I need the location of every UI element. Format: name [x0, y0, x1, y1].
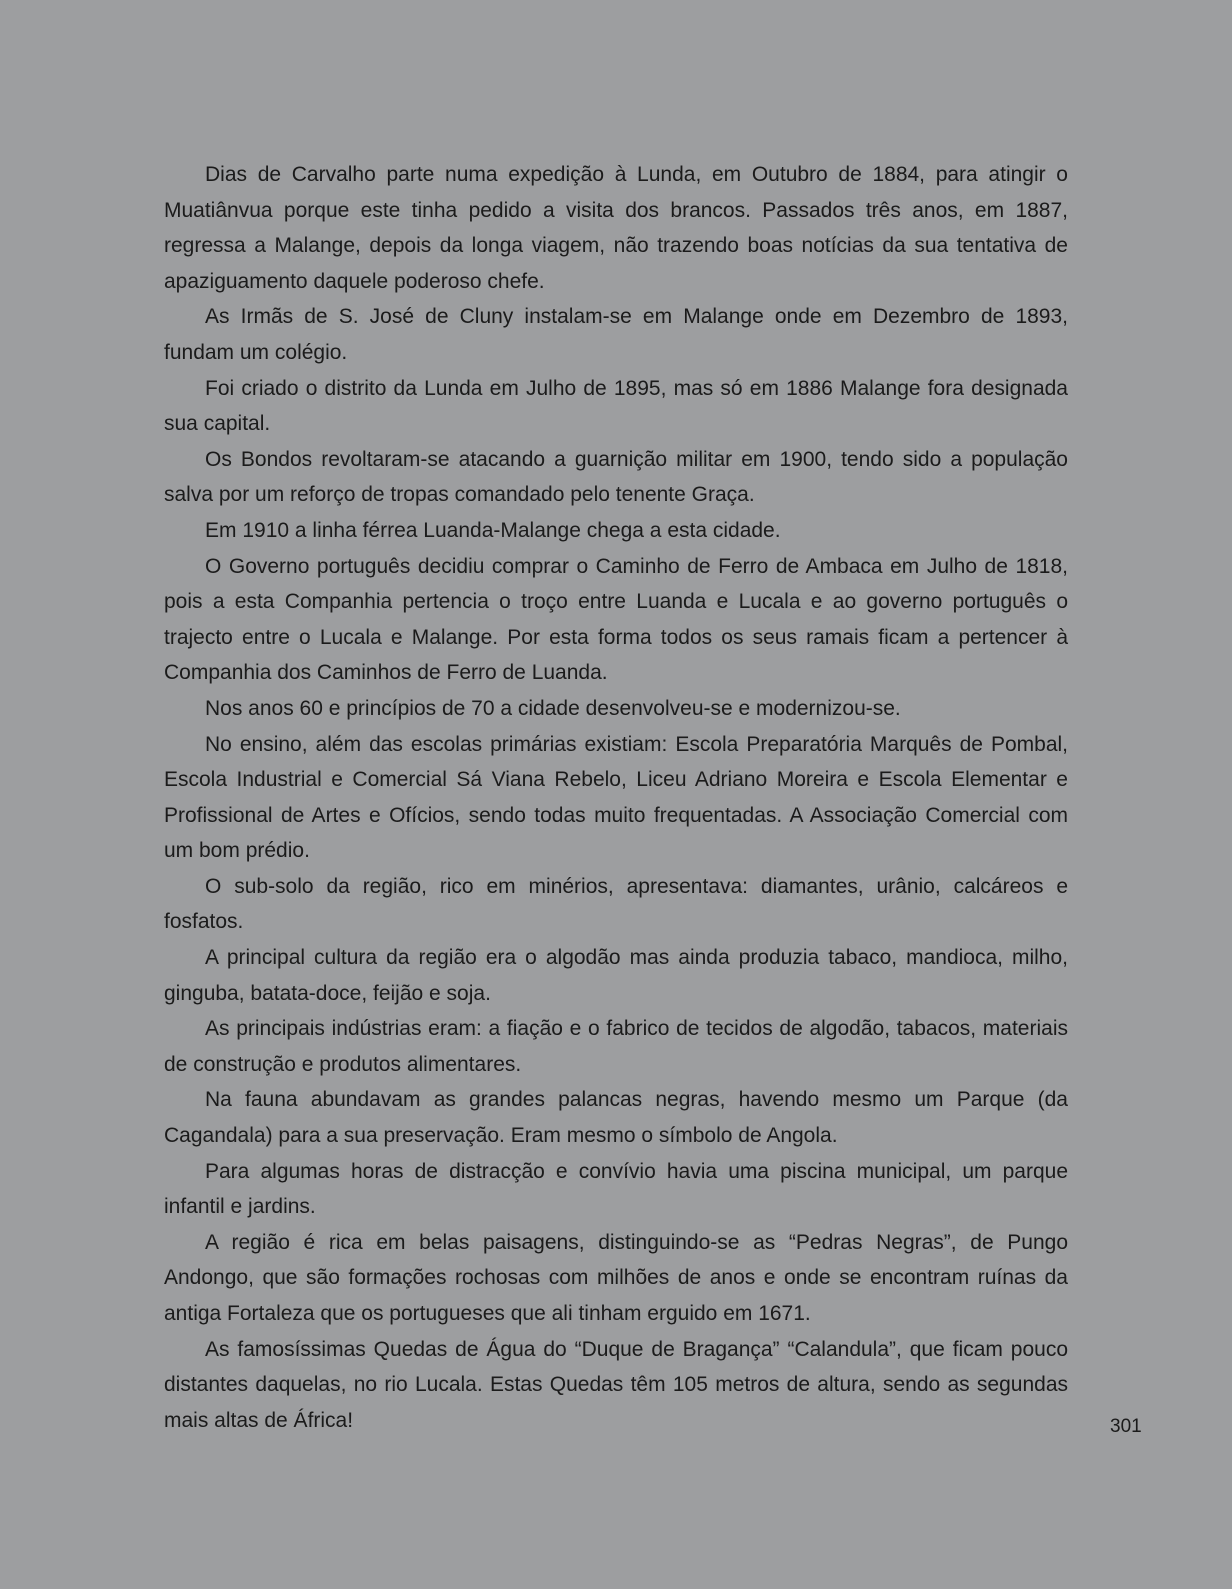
page-body [164, 157, 1068, 1438]
paragraph-expedition-lunda: Dias de Carvalho parte numa expedição à Lunda, em Outubro de 1884, para atingir o Muatiânvua porque este tinha pedido a visita dos brancos. Passados três anos, em 1887, regressa a Malange, depois da longa viagem, não trazendo boas notícias da sua tentativa de apaziguamento daquele poderoso chefe. [164, 163, 1068, 293]
paragraph-landscapes: A região é rica em belas paisagens, distinguindo-se as “Pedras Negras”, de Pungo Andongo, que são formações rochosas com milhões de anos e onde se encontram ruínas da antiga Fortaleza que os portugueses que ali tinham erguido em 1671. [164, 1230, 1068, 1325]
paragraph-irmas-cluny: As Irmãs de S. José de Cluny instalam-se em Malange onde em Dezembro de 1893, fundam um colégio. [164, 305, 1068, 364]
paragraph-education: No ensino, além das escolas primárias existiam: Escola Preparatória Marquês de Pombal, Escola Industrial e Comercial Sá Viana Rebelo, Liceu Adriano Moreira e Escola Elementar e Profissional de Artes e Ofícios, sendo todas muito frequentadas. A Associação Comercial com um bom prédio. [164, 732, 1068, 863]
paragraph-agriculture: A principal cultura da região era o algodão mas ainda produzia tabaco, mandioca, milho, ginguba, batata-doce, feijão e soja. [164, 946, 1068, 1005]
paragraph-fauna: Na fauna abundavam as grandes palancas negras, havendo mesmo um Parque (da Cagandala) para a sua preservação. Eram mesmo o símbolo de Angola. [164, 1088, 1068, 1148]
paragraph-minerals: O sub-solo da região, rico em minérios, apresentava: diamantes, urânio, calcáreos e fosfatos. [164, 874, 1068, 934]
paragraph-distrito-lunda: Foi criado o distrito da Lunda em Julho de 1895, mas só em 1886 Malange fora designada sua capital. [164, 376, 1068, 436]
paragraph-caminho-ferro: O Governo português decidiu comprar o Caminho de Ferro de Ambaca em Julho de 1818, pois a esta Companhia pertencia o troço entre Luanda e Lucala e ao governo português o trajecto entre o Lucala e Malange. Por esta forma todos os seus ramais ficam a pertencer à Companhia dos Caminhos de Ferro de Luanda. [164, 554, 1068, 685]
paragraph-railway-arrival: Em 1910 a linha férrea Luanda-Malange chega a esta cidade. [205, 518, 781, 542]
paragraph-modernization: Nos anos 60 e princípios de 70 a cidade desenvolveu-se e modernizou-se. [205, 696, 901, 720]
paragraph-industries: As principais indústrias eram: a fiação e o fabrico de tecidos de algodão, tabacos, materiais de construção e produtos alimentares. [164, 1017, 1068, 1076]
paragraph-leisure: Para algumas horas de distracção e convívio havia uma piscina municipal, um parque infantil e jardins. [164, 1159, 1068, 1219]
paragraph-waterfalls: As famosíssimas Quedas de Água do “Duque de Bragança” “Calandula”, que ficam pouco distantes daquelas, no rio Lucala. Estas Quedas têm 105 metros de altura, sendo as segundas mais altas de África! [164, 1337, 1068, 1432]
page-number: 301 [1110, 1416, 1142, 1437]
paragraph-bondos-revolt: Os Bondos revoltaram-se atacando a guarnição militar em 1900, tendo sido a população salva por um reforço de tropas comandado pelo tenente Graça. [164, 447, 1068, 507]
